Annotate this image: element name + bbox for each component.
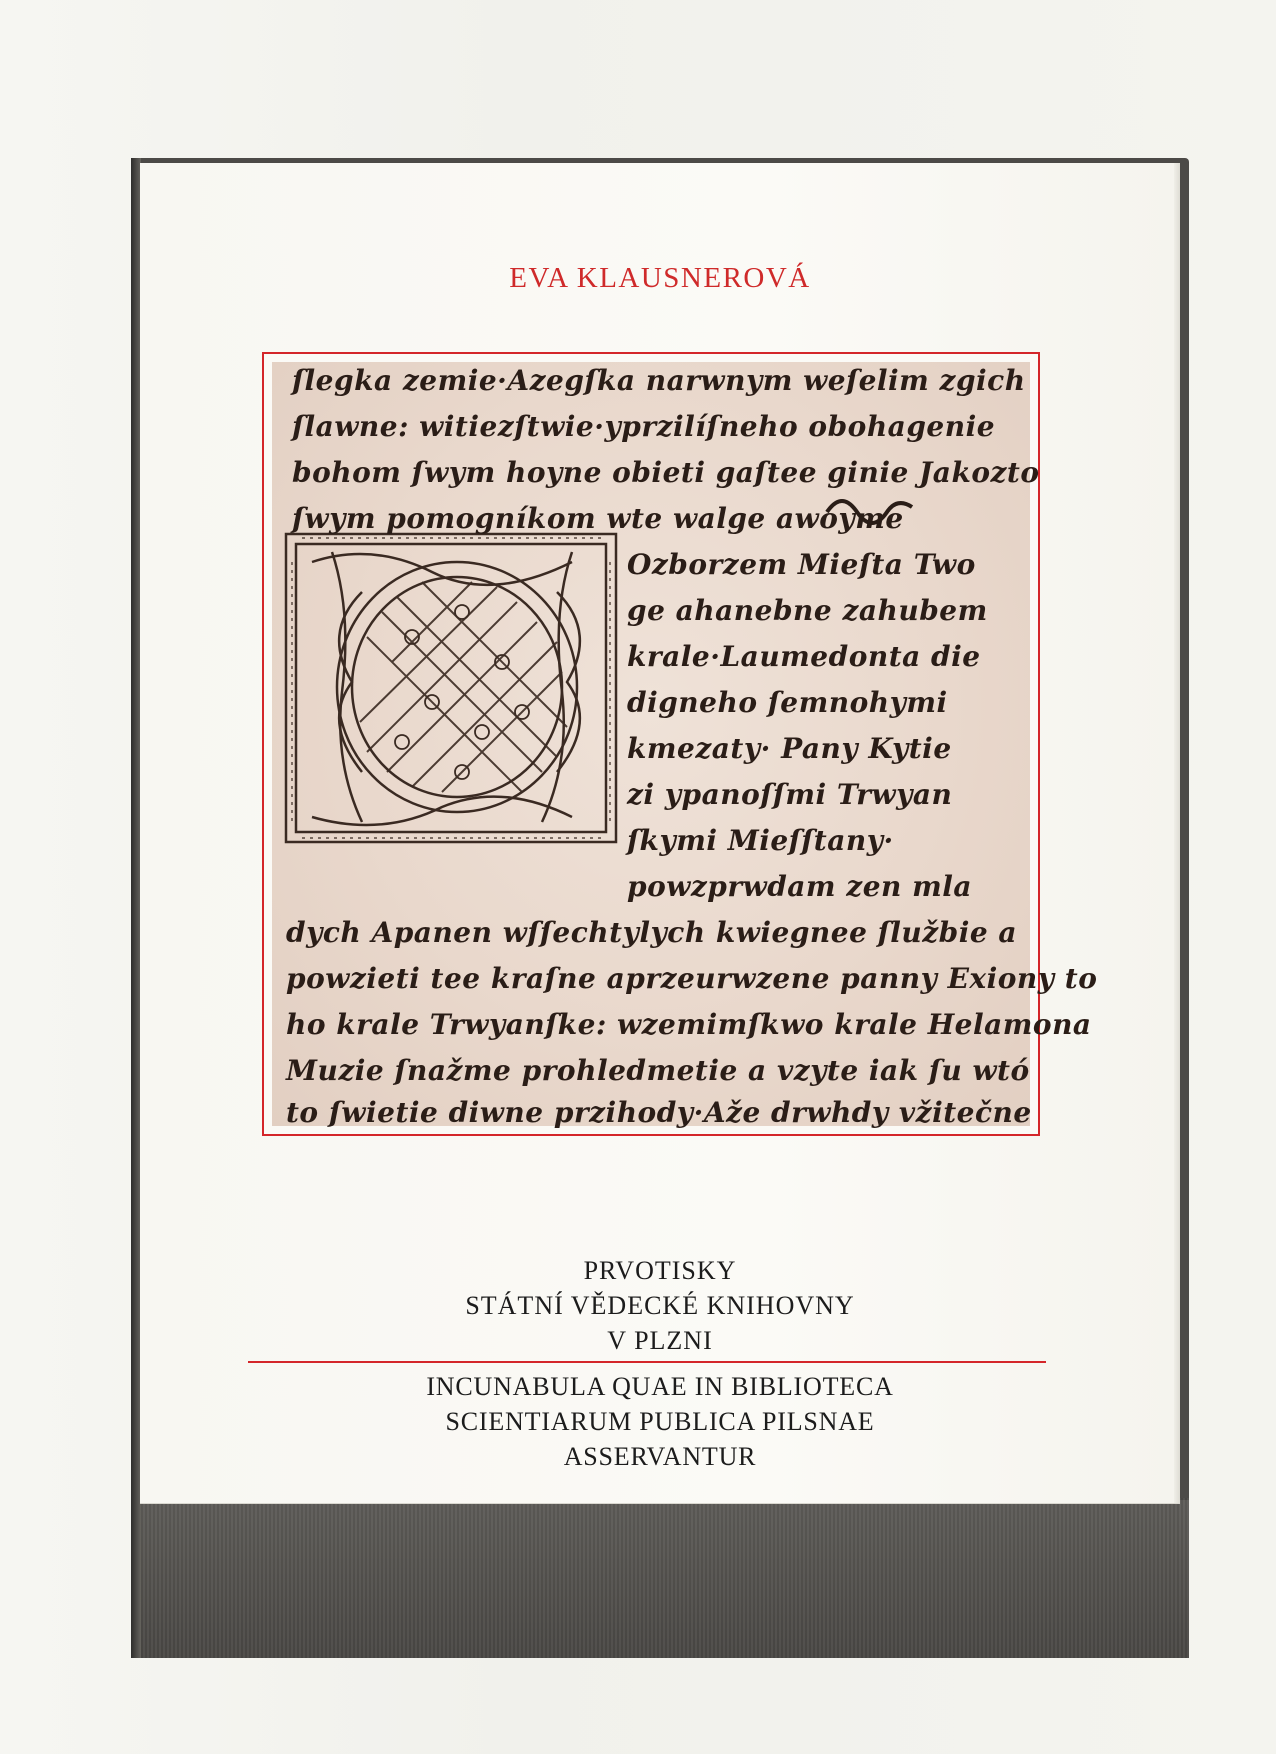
blackletter-line: zi ypanoſſmi Trwyan <box>627 778 953 811</box>
blackletter-line: krale·Laumedonta die <box>627 640 981 673</box>
blackletter-line: digneho ſemnohymi <box>627 686 948 719</box>
blackletter-line: to ſwietie diwne przihody·Aže drwhdy vžitečne <box>286 1096 1032 1129</box>
title-latin-line-1: INCUNABULA QUAE IN BIBLIOTECA <box>426 1372 894 1401</box>
cloth-texture <box>131 1498 1189 1658</box>
blackletter-line: powzieti tee kraſne aprzeurwzene panny Exiony to <box>286 962 1098 995</box>
blackletter-line: bohom ſwym hoyne obieti gaſtee ginie Jakozto <box>292 456 1040 489</box>
title-czech-line-2: STÁTNÍ VĚDECKÉ KNIHOVNY <box>465 1291 855 1320</box>
blackletter-line: dych Apanen wſſechtylych kwiegnee ſlužbie a <box>286 916 1018 949</box>
blackletter-line: Ozborzem Mieſta Two <box>627 548 976 581</box>
title-latin-line-2: SCIENTIARUM PUBLICA PILSNAE <box>445 1407 875 1436</box>
blackletter-line: ſlawne: witiezſtwie·yprzilíſneho obohagenie <box>292 410 996 443</box>
incunabula-illustration <box>272 362 1098 1129</box>
title-latin-line-3: ASSERVANTUR <box>563 1442 757 1471</box>
blackletter-line: ge ahanebne zahubem <box>627 594 988 627</box>
blackletter-line: kmezaty· Pany Kytie <box>627 732 952 765</box>
blackletter-line: powzprwdam zen mla <box>627 870 973 903</box>
blackletter-line: ſkymi Mieſſtany· <box>627 824 894 857</box>
red-divider <box>248 1361 1046 1363</box>
blackletter-line: ho krale Trwyanſke: wzemimſkwo krale Helamona <box>286 1008 1092 1041</box>
blackletter-line: ſlegka zemie·Azegſka narwnym weſelim zgich <box>292 364 1026 397</box>
author-name: EVA KLAUSNEROVÁ <box>509 262 811 294</box>
blackletter-line: ſwym pomogníkom wte walge awoyme <box>292 502 904 535</box>
title-czech-line-3: V PLZNI <box>607 1326 713 1355</box>
title-czech-line-1: PRVOTISKY <box>583 1256 737 1285</box>
blackletter-line: Muzie ſnažme prohledmetie a vzyte iak ſu wtó <box>286 1054 1030 1087</box>
